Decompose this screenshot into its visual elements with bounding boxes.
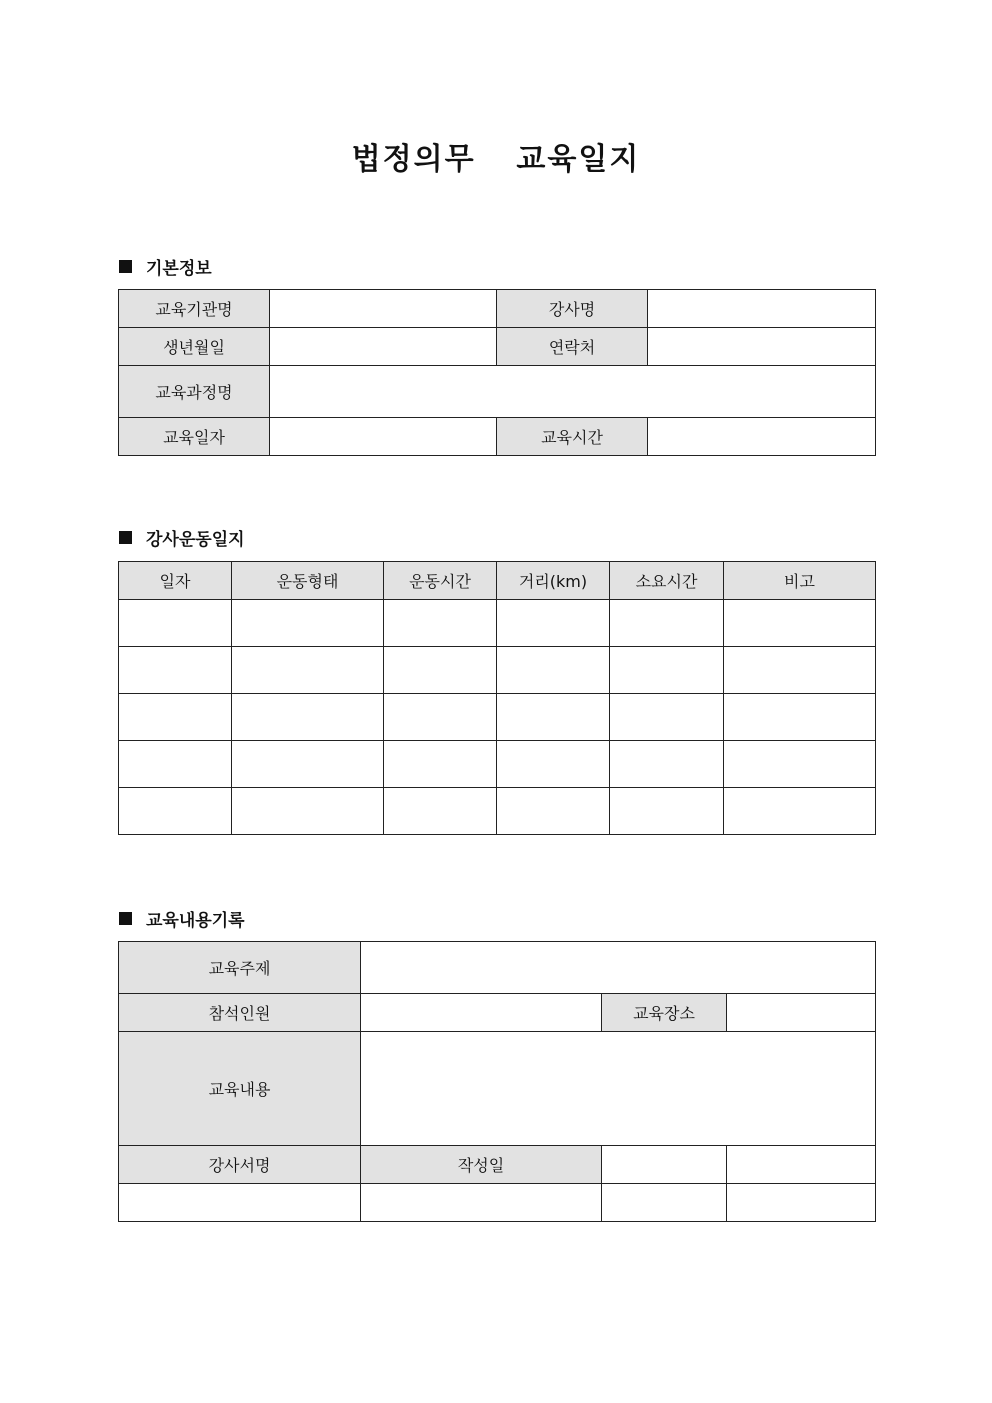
field-education-place[interactable]: [727, 994, 876, 1032]
table-cell[interactable]: [384, 600, 497, 647]
table-cell[interactable]: [232, 741, 384, 788]
section-heading-exercise-log: [119, 525, 245, 550]
field-blank[interactable]: [602, 1146, 727, 1184]
column-header: 운동시간: [384, 562, 497, 600]
basic-info-table: [118, 289, 876, 456]
table-cell[interactable]: [610, 694, 724, 741]
label-birthdate: 생년월일: [119, 328, 270, 366]
table-cell[interactable]: [610, 600, 724, 647]
table-cell[interactable]: [497, 694, 610, 741]
table-cell[interactable]: [497, 788, 610, 835]
column-header: 거리(km): [497, 562, 610, 600]
table-cell[interactable]: [119, 600, 232, 647]
field-birthdate[interactable]: [270, 328, 497, 366]
table-cell[interactable]: [119, 741, 232, 788]
label-course-name: 교육과정명: [119, 366, 270, 418]
label-instructor-name: 강사명: [497, 290, 648, 328]
column-header: 소요시간: [610, 562, 724, 600]
table-row: [119, 741, 876, 788]
table-cell[interactable]: [384, 788, 497, 835]
table-cell[interactable]: [119, 647, 232, 694]
field-attendees[interactable]: [361, 994, 602, 1032]
field-blank[interactable]: [727, 1146, 876, 1184]
table-cell[interactable]: [232, 647, 384, 694]
field-institution-name[interactable]: [270, 290, 497, 328]
label-education-topic: 교육주제: [119, 942, 361, 994]
field-instructor-signature[interactable]: [119, 1184, 361, 1222]
label-education-content: 교육내용: [119, 1032, 361, 1146]
table-cell[interactable]: [384, 694, 497, 741]
table-cell[interactable]: [724, 741, 876, 788]
field-course-name[interactable]: [270, 366, 876, 418]
table-cell[interactable]: [610, 741, 724, 788]
label-education-date: 교육일자: [119, 418, 270, 456]
exercise-log-table: [118, 561, 876, 835]
field-blank[interactable]: [602, 1184, 727, 1222]
table-cell[interactable]: [232, 600, 384, 647]
field-instructor-name[interactable]: [648, 290, 876, 328]
section-heading-label: 기본정보: [146, 259, 212, 279]
square-bullet-icon: [119, 912, 132, 925]
field-contact[interactable]: [648, 328, 876, 366]
table-cell[interactable]: [724, 788, 876, 835]
column-header: 비고: [724, 562, 876, 600]
table-cell[interactable]: [610, 788, 724, 835]
table-cell[interactable]: [724, 647, 876, 694]
field-education-date[interactable]: [270, 418, 497, 456]
table-cell[interactable]: [724, 694, 876, 741]
section-heading-education-record: [119, 906, 245, 931]
field-blank[interactable]: [727, 1184, 876, 1222]
section-heading-label: 교육내용기록: [146, 911, 245, 931]
table-cell[interactable]: [384, 741, 497, 788]
section-heading-basic-info: [119, 254, 212, 279]
label-education-place: 교육장소: [602, 994, 727, 1032]
table-cell[interactable]: [497, 600, 610, 647]
field-education-time[interactable]: [648, 418, 876, 456]
table-cell[interactable]: [724, 600, 876, 647]
table-cell[interactable]: [497, 647, 610, 694]
label-attendees: 참석인원: [119, 994, 361, 1032]
table-row: [119, 647, 876, 694]
field-education-content[interactable]: [361, 1032, 876, 1146]
page-title: 법정의무 교육일지: [351, 142, 641, 177]
table-row: [119, 788, 876, 835]
table-cell[interactable]: [232, 694, 384, 741]
label-written-date: 작성일: [361, 1146, 602, 1184]
column-header: 일자: [119, 562, 232, 600]
table-row: [119, 600, 876, 647]
field-education-topic[interactable]: [361, 942, 876, 994]
label-instructor-signature: 강사서명: [119, 1146, 361, 1184]
label-contact: 연락처: [497, 328, 648, 366]
square-bullet-icon: [119, 531, 132, 544]
education-record-table: [118, 941, 876, 1222]
field-written-date[interactable]: [361, 1184, 602, 1222]
table-cell[interactable]: [232, 788, 384, 835]
column-header: 운동형태: [232, 562, 384, 600]
square-bullet-icon: [119, 260, 132, 273]
table-cell[interactable]: [497, 741, 610, 788]
table-cell[interactable]: [119, 788, 232, 835]
label-institution-name: 교육기관명: [119, 290, 270, 328]
table-cell[interactable]: [119, 694, 232, 741]
table-cell[interactable]: [384, 647, 497, 694]
section-heading-label: 강사운동일지: [146, 530, 245, 550]
label-education-time: 교육시간: [497, 418, 648, 456]
table-cell[interactable]: [610, 647, 724, 694]
table-row: [119, 694, 876, 741]
